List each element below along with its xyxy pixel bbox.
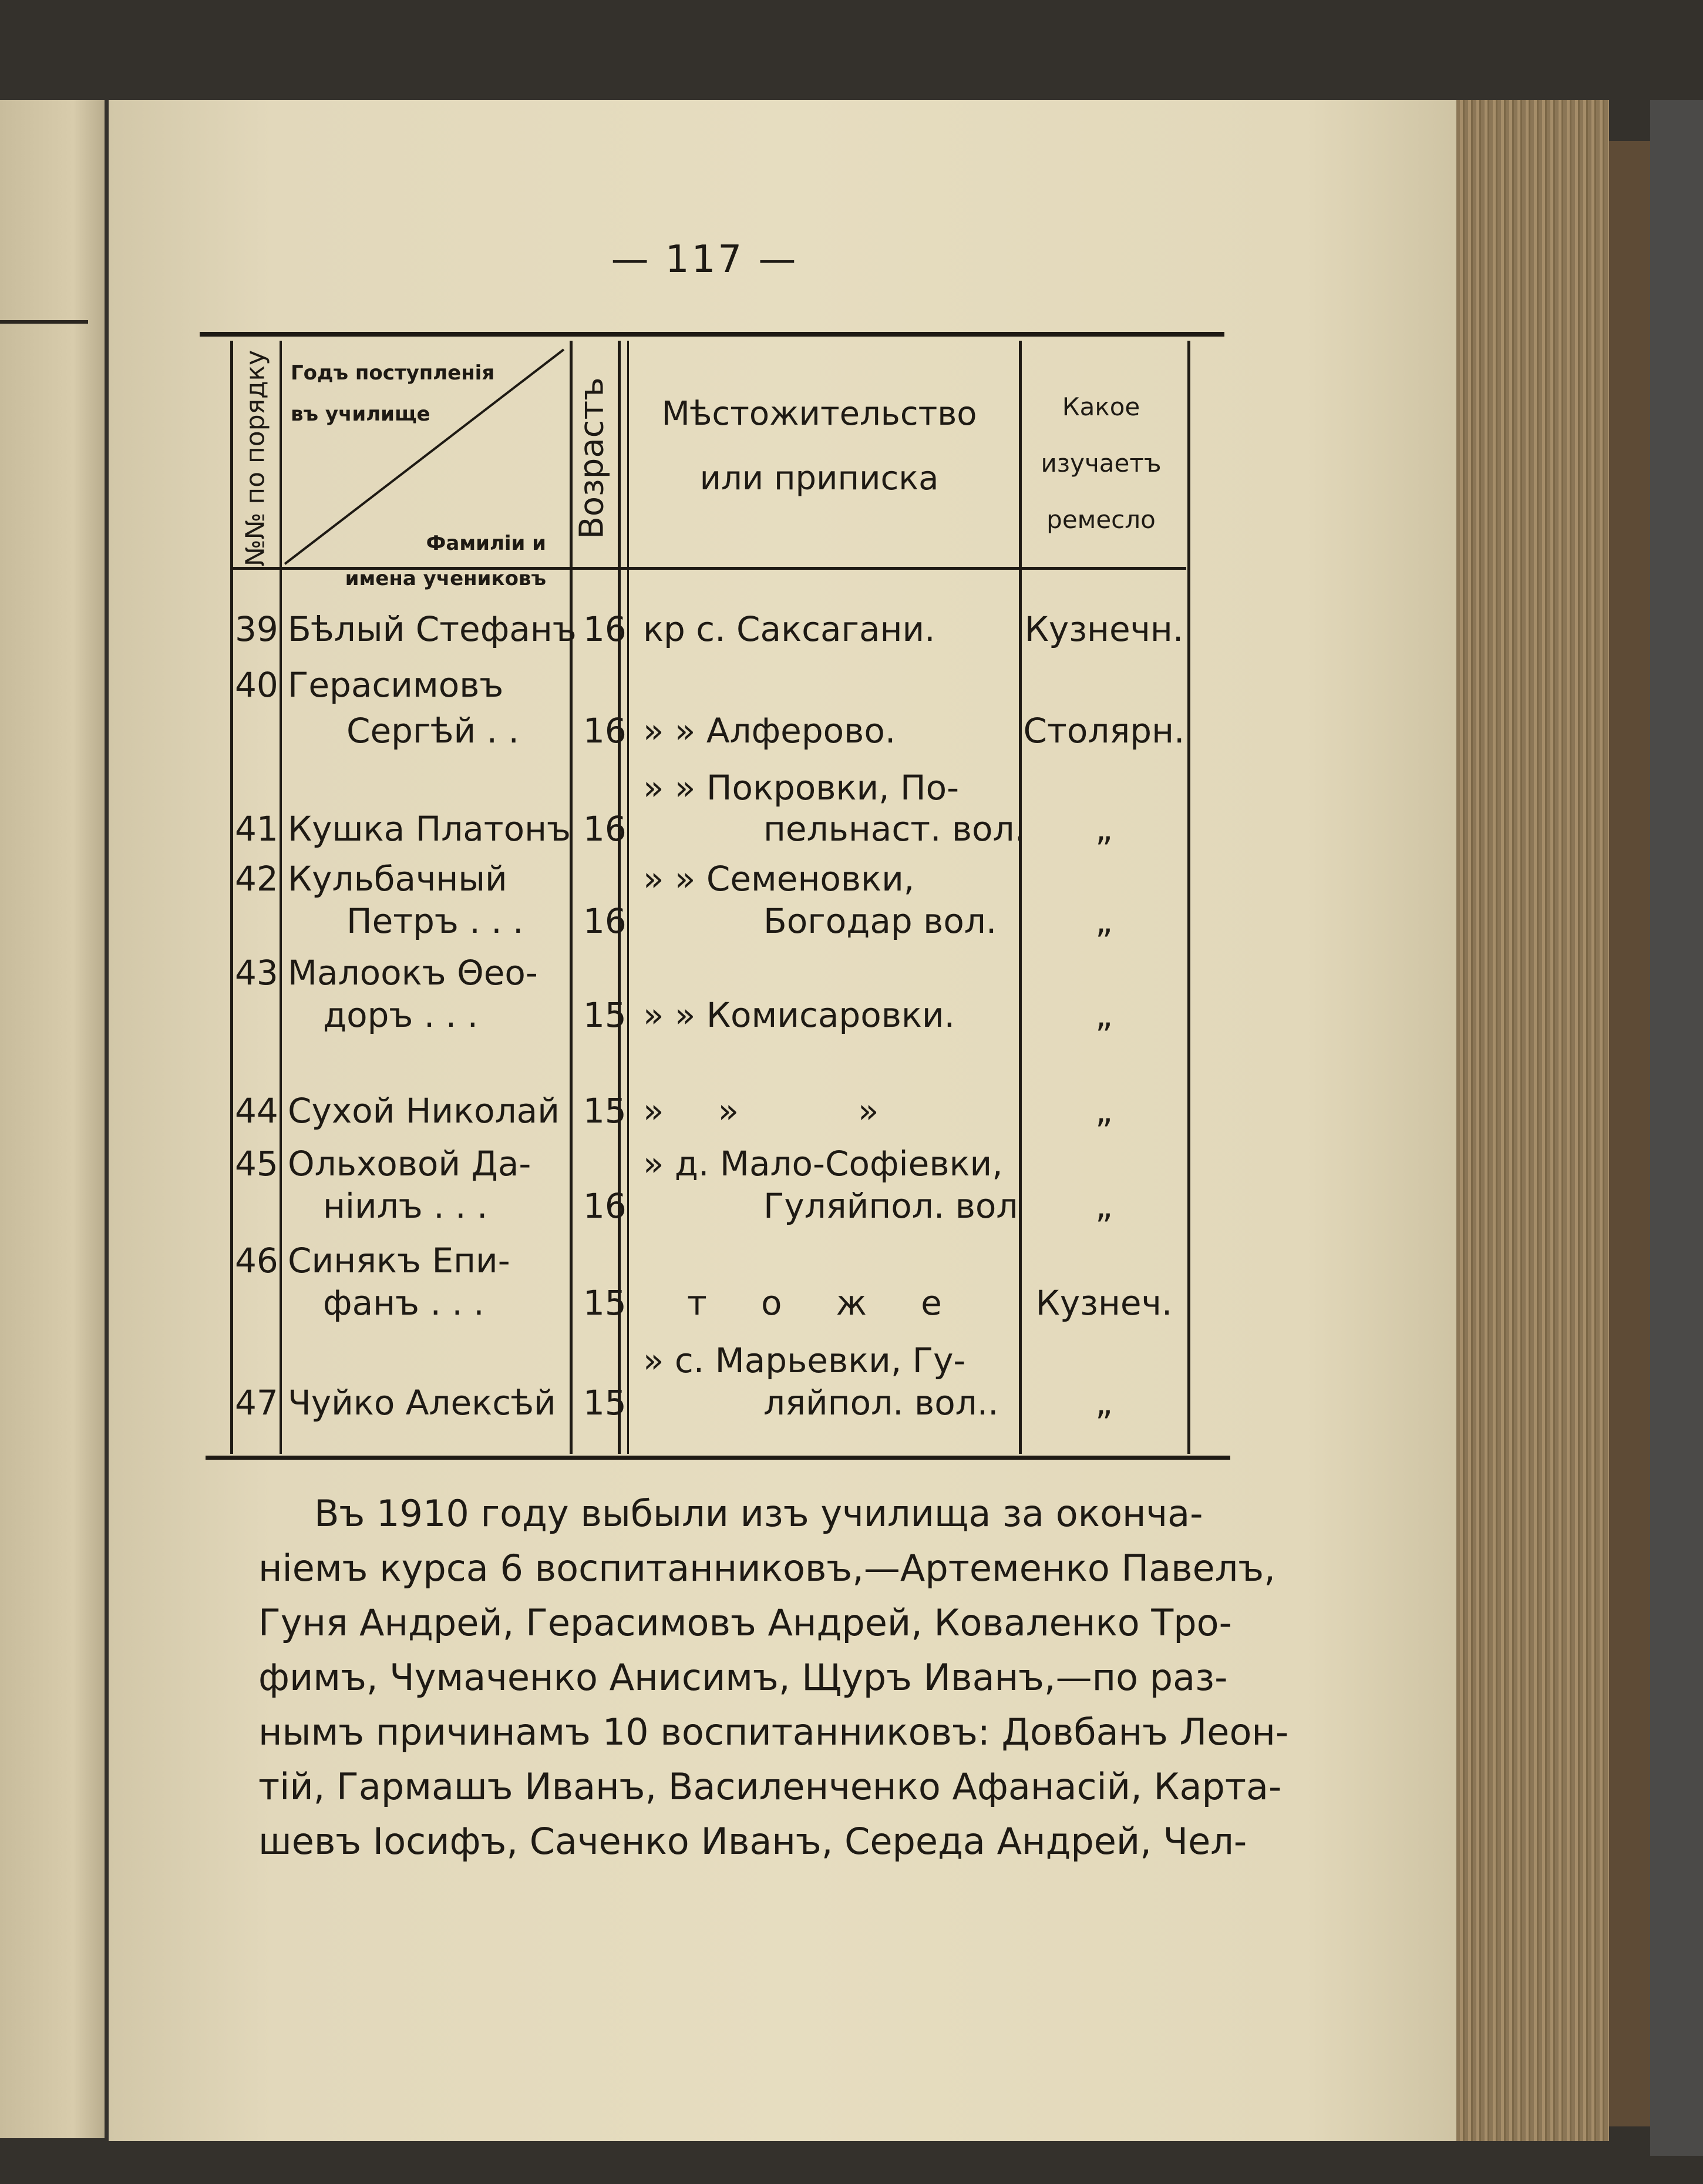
row-number: 47 [235, 1383, 278, 1423]
row-name-cont: ніилъ . . . [323, 1186, 488, 1226]
header-residence-line2: или приписка [699, 459, 939, 498]
header-residence-column [622, 382, 1016, 511]
row-residence: кр с. Саксагани. [643, 609, 935, 649]
page-edges [1456, 100, 1609, 2141]
body-paragraph [258, 1486, 1289, 1869]
row-name: Кульбачный [288, 859, 507, 899]
paragraph-line: Гуня Андрей, Герасимовъ Андрей, Коваленко Тро- [258, 1601, 1232, 1644]
row-number: 46 [235, 1241, 278, 1281]
row-trade: „ [1095, 1383, 1113, 1423]
row-trade: Столярн. [1023, 711, 1185, 751]
row-name: Ольховой Да- [288, 1144, 531, 1184]
row-number: 43 [235, 953, 278, 993]
paragraph-line: шевъ Іосифъ, Саченко Иванъ, Середа Андрей, Чел- [258, 1820, 1247, 1863]
header-trade-line3: ремесло [1046, 505, 1156, 534]
header-trade-column [1022, 379, 1180, 548]
header-name-line1: Фамиліи и [426, 532, 546, 555]
row-age: 16 [583, 1186, 627, 1226]
row-trade: „ [1095, 1091, 1113, 1131]
row-trade: Кузнечн. [1024, 609, 1184, 649]
row-residence-cont: Богодар вол. [763, 901, 997, 941]
row-number: 42 [235, 859, 278, 899]
header-number-column [232, 350, 279, 567]
row-residence: » » Алферово. [643, 711, 896, 751]
table-border-right [1187, 341, 1190, 1454]
header-year-line1: Годъ поступленія [291, 361, 495, 385]
row-age: 16 [583, 609, 627, 649]
row-residence: » » Комисаровки. [643, 995, 955, 1035]
page-number: — 117 — [611, 238, 799, 281]
row-residence: » » Покровки, По- [643, 768, 960, 808]
row-residence-cont: ляйпол. вол.. [763, 1383, 999, 1423]
row-trade: „ [1095, 809, 1113, 849]
table-top-rule [200, 332, 1224, 337]
row-age: 16 [583, 711, 627, 751]
row-age: 15 [583, 1283, 627, 1323]
header-residence-line1: Мѣстожительство [661, 395, 977, 433]
left-page [0, 100, 105, 2138]
row-name: Герасимовъ [288, 665, 504, 705]
paragraph-line: Въ 1910 году выбыли изъ училища за оконча- [314, 1492, 1203, 1535]
row-name: Бѣлый Стефанъ [288, 609, 577, 649]
row-residence: » » Семеновки, [643, 859, 915, 899]
book-cover [1650, 100, 1703, 2156]
row-number: 39 [235, 609, 278, 649]
row-residence-cont: пельнаст. вол. [763, 809, 1026, 849]
header-name-column [329, 526, 546, 596]
row-name-cont: Петръ . . . [346, 901, 524, 941]
row-number: 40 [235, 665, 278, 705]
header-age-column [570, 352, 614, 564]
row-trade: „ [1095, 1186, 1113, 1226]
row-age: 15 [583, 995, 627, 1035]
left-page-rule [0, 320, 88, 324]
table-bottom-rule [206, 1456, 1230, 1460]
row-residence: » » » [643, 1091, 879, 1131]
row-name: Сухой Николай [288, 1091, 560, 1131]
row-number: 44 [235, 1091, 278, 1131]
row-residence: » д. Мало-Софіевки, [643, 1144, 1003, 1184]
row-age: 15 [583, 1091, 627, 1131]
row-name-cont: доръ . . . [323, 995, 479, 1035]
header-name-line2: имена учениковъ [345, 567, 546, 590]
row-name-cont: Сергѣй . . [346, 711, 519, 751]
header-age-label: Возрастъ [573, 377, 611, 539]
paragraph-line: фимъ, Чумаченко Анисимъ, Щуръ Иванъ,—по раз- [258, 1656, 1228, 1699]
row-name: Малоокъ Θео- [288, 953, 538, 993]
header-trade-line2: изучаетъ [1041, 449, 1162, 478]
row-age: 15 [583, 1383, 627, 1423]
row-name: Кушка Платонъ [288, 809, 571, 849]
paragraph-line: нымъ причинамъ 10 воспитанниковъ: Довбанъ Леон- [258, 1711, 1289, 1753]
header-year-column [291, 352, 494, 435]
row-residence-cont: Гуляйпол. вол [763, 1186, 1018, 1226]
row-name: Синякъ Епи- [288, 1241, 510, 1281]
row-age: 16 [583, 901, 627, 941]
row-trade: „ [1095, 901, 1113, 941]
row-name: Чуйко Алексѣй [288, 1383, 556, 1423]
row-trade: Кузнеч. [1035, 1283, 1173, 1323]
row-name-cont: фанъ . . . [323, 1283, 484, 1323]
row-number: 45 [235, 1144, 278, 1184]
header-trade-line1: Какое [1062, 392, 1140, 421]
row-age: 16 [583, 809, 627, 849]
header-year-line2: въ училище [291, 402, 430, 426]
row-residence: т о ж е [687, 1283, 942, 1323]
paragraph-line: тій, Гармашъ Иванъ, Василенченко Афанасій, Карта- [258, 1765, 1282, 1808]
header-number-label: №№ по порядку [240, 350, 271, 567]
page-edges-dark [1609, 141, 1650, 2126]
paragraph-line: ніемъ курса 6 воспитанниковъ,—Артеменко Павелъ, [258, 1547, 1275, 1590]
row-number: 41 [235, 809, 278, 849]
row-residence: » с. Марьевки, Гу- [643, 1340, 966, 1380]
row-trade: „ [1095, 995, 1113, 1035]
